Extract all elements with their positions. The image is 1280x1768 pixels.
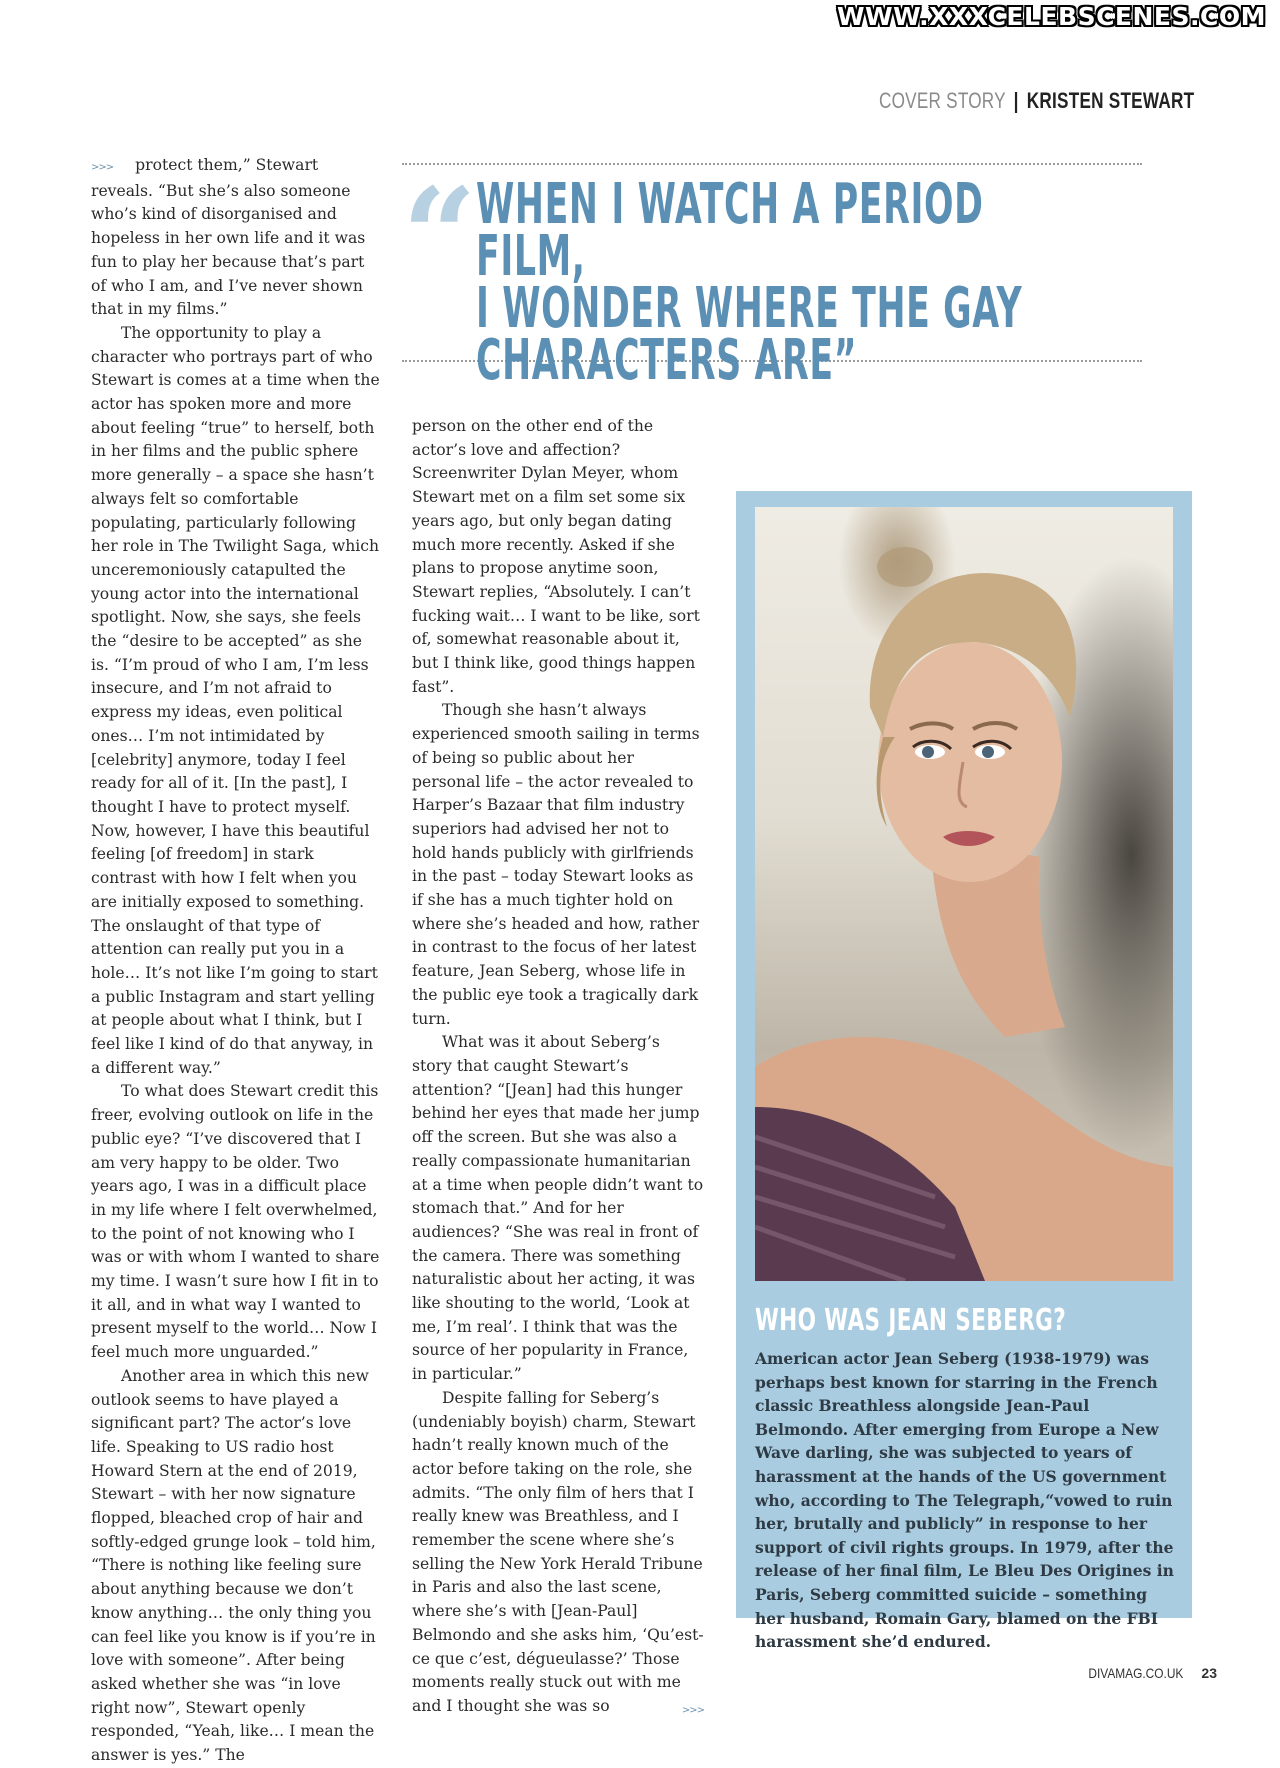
pull-quote-line: I WONDER WHERE THE GAY xyxy=(476,276,1023,341)
article-column-1 xyxy=(91,154,383,1768)
article-paragraph xyxy=(91,154,383,322)
pull-quote-line: CHARACTERS ARE” xyxy=(476,328,858,393)
continued-marker: >>> xyxy=(91,162,114,173)
article-paragraph xyxy=(412,1387,704,1719)
page-number: 23 xyxy=(1201,1665,1217,1681)
portrait-photo xyxy=(755,507,1173,1281)
portrait-illustration xyxy=(755,507,1173,1281)
page-footer xyxy=(1080,1665,1217,1681)
footer-site: DIVAMAG.CO.UK xyxy=(1088,1665,1184,1681)
pull-quote xyxy=(402,159,1142,393)
article-paragraph: The opportunity to play a character who portrays part of who Stewart is comes at a time when the actor has spoken more and more about feeling “true” to herself, both in her films and the public sphere more generally – a space she hasn’t always felt so comfortable populating, particularly following her role in The Twilight Saga, which unceremoniously catapulted the young actor into the international spotlight. Now, she says, she feels the “desire to be accepted” as she is. “I’m proud of who I am, I’m less insecure, and I’m not afraid to express my ideas, even political ones… I’m not intimidated by [celebrity] anymore, today I feel ready for all of it. [In the past], I thought I have to protect myself. Now, however, I have this beautiful feeling [of freedom] in stark contrast with how I felt when you are initially exposed to something. The onslaught of that type of attention can really put you in a hole… It’s not like I’m going to start a public Instagram and start yelling at people about what I think, but I feel like I kind of do that anyway, in a different way.” xyxy=(91,323,380,1077)
header-subject: KRISTEN STEWART xyxy=(1026,88,1194,113)
article-paragraph: To what does Stewart credit this freer, evolving outlook on life in the public eye? “I’ve discovered that I am very happy to be older. Two years ago, I was in a difficult place in my life where I felt overwhelmed, to the point of not knowing who I was or with whom I wanted to share my time. I wasn’t sure how I fit in to it all, and in what way I wanted to present myself to the world… Now I feel much more unguarded.” xyxy=(91,1082,380,1362)
pull-quote-text xyxy=(476,172,1034,393)
sidebar-body: American actor Jean Seberg (1938-1979) was perhaps best known for starring in the French classic Breathless alongside Jean-Paul Belmondo. After emerging from Europe a New Wave darling, she was subjected to years of harassment at the hands of the US government who, according to The Telegraph,“vowed to ruin her, brutally and publicly” in response to her support of civil rights groups. In 1979, after the release of her final film, Le Bleu Des Origines in Paris, Seberg committed suicide – something her husband, Romain Gary, blamed on the FBI harassment she’d endured. xyxy=(755,1349,1174,1652)
continues-marker: >>> xyxy=(681,1704,704,1716)
page-header xyxy=(879,88,1194,114)
article-column-2 xyxy=(412,415,704,1723)
watermark-text: WWW.XXXCELEBSCENES.COM xyxy=(836,2,1266,31)
sidebar-title: WHO WAS JEAN SEBERG? xyxy=(755,1303,1067,1338)
sidebar-box xyxy=(736,491,1192,1652)
article-paragraph: What was it about Seberg’s story that caught Stewart’s attention? “[Jean] had this hunger behind her eyes that made her jump off the screen. But she was also a really compassionate humanitarian at a time when people didn’t want to stomach that.” And for her audiences? “She was real in front of the camera. There was something naturalistic about her acting, it was like shouting to the world, ‘Look at me, I’m real’. I think that was the source of her popularity in France, in particular.” xyxy=(412,1033,704,1384)
paragraph-text: protect them,” Stewart reveals. “But she’s also someone who’s kind of disorganised and hopeless in her own life and it was fun to play her because that’s part of who I am, and I’ve never shown that in my films.” xyxy=(91,156,366,319)
article-paragraph: Though she hasn’t always experienced smooth sailing in terms of being so public about her personal life – the actor revealed to Harper’s Bazaar that film industry superiors had advised her not to hold hands publicly with girlfriends in the past – today Stewart looks as if she has a much tighter hold on where she’s headed and how, rather in contrast to the focus of her latest feature, Jean Seberg, whose life in the public eye took a tragically dark turn. xyxy=(412,701,700,1028)
pull-quote-line: WHEN I WATCH A PERIOD FILM, xyxy=(476,172,984,289)
article-paragraph: Another area in which this new outlook seems to have played a significant part? The actor’s love life. Speaking to US radio host Howard Stern at the end of 2019, Stewart – with her now signature flopped, bleached crop of hair and softly-edged grunge look – told him, “There is nothing like feeling sure about anything because we don’t know anything… the only thing you can feel like you know is if you’re in love with someone”. After being asked whether she was “in love right now”, Stewart openly responded, “Yeah, like… I mean the answer is yes.” The xyxy=(91,1366,376,1765)
article-paragraph: person on the other end of the actor’s love and affection? Screenwriter Dylan Meyer, whom Stewart met on a film set some six years ago, but only began dating much more recently. Asked if she plans to propose anytime soon, Stewart replies, “Absolutely. I can’t fucking wait… I want to be like, sort of, somewhat reasonable about it, but I think like, good things happen fast”. xyxy=(412,417,700,696)
header-section: COVER STORY xyxy=(878,88,1006,113)
paragraph-text: Despite falling for Seberg’s (undeniably boyish) charm, Stewart hadn’t really known much of the actor before taking on the role, she admits. “The only film of hers that I really knew was Breathless, and I remember the scene where she’s selling the New York Herald Tribune in Paris and also the last scene, where she’s with [Jean-Paul] Belmondo and she asks him, ‘Qu’est-ce que c’est, dégueulasse?’ Those moments really stuck out with me and I thought she was so xyxy=(412,1388,704,1715)
header-separator: | xyxy=(1013,88,1019,113)
quote-mark: “ xyxy=(402,159,477,312)
